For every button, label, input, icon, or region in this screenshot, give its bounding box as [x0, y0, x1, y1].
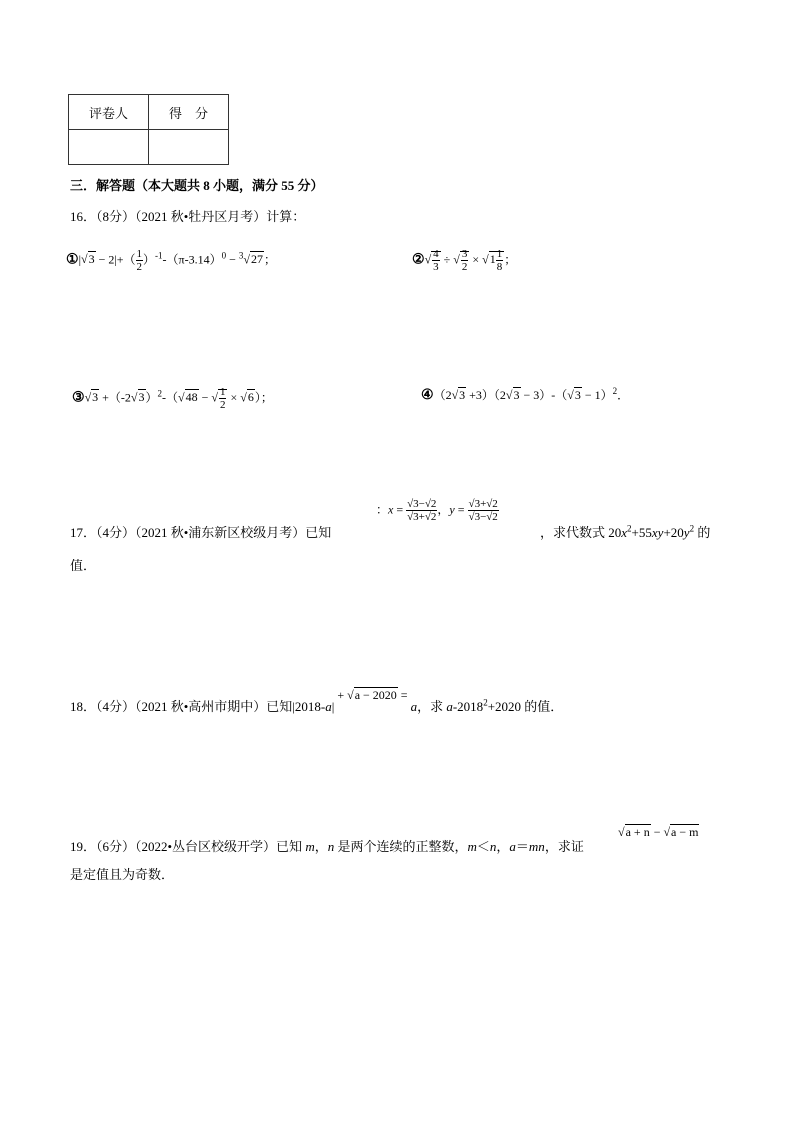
score-table: [68, 94, 229, 165]
q19-line1: 19．（6分）（2022•丛台区校级开学）已知 m，n 是两个连续的正整数，m＜n，a＝mn，求证: [70, 839, 584, 854]
q16-part3: ③√3 $+(-2√3)^2-(√48$ − √ $\frac{1}{2}$ × √6）；: [72, 386, 273, 411]
q18-line: 18．（4分）（2021 秋•高州市期中）已知|2018-a| + √a − 2020 = a，求 $a-2018^2+2020$ 的值．: [70, 688, 564, 714]
score-cell: [149, 130, 229, 165]
q19-expr: √a + n − √a − m: [618, 825, 699, 839]
q17-condition: ：x = $\frac{√3-√2}{√3+√2}$ ，y = $\frac{√3+√2}{√3-√2}$: [376, 498, 498, 523]
q17-expr: ，求代数式 $20x^2+55xy+20y^2$ 的: [540, 523, 711, 540]
q17-line2: 值．: [70, 558, 97, 573]
q16-part2: ②√ $\frac{4}{3}$ ÷ √ $\frac{3}{2}$ × √1 $\frac{1}{8}$ ；: [412, 248, 517, 273]
q19-line2: 是定值且为奇数．: [70, 867, 175, 882]
reviewer-header: 评卷人: [69, 95, 149, 130]
q16-part4: ④（2√3 $+3)(2√3 - 3)-(√3 - 1)^2$．: [421, 386, 630, 403]
q17-line1: 17．（4分）（2021 秋•浦东新区校级月考）已知: [70, 525, 332, 540]
score-header: 得 分: [149, 95, 229, 130]
section-title: 三．解答题（本大题共 8 小题，满分 55 分）: [70, 178, 324, 193]
q16-part1: ①|√3 − 2|+（ $\frac{1}{2}$ ）$^{-1}-(\pi-3.14)^0 - ^3√27$；: [66, 248, 276, 273]
reviewer-cell: [69, 130, 149, 165]
q16-stem: 16．（8分）（2021 秋•牡丹区月考）计算：: [70, 209, 306, 224]
